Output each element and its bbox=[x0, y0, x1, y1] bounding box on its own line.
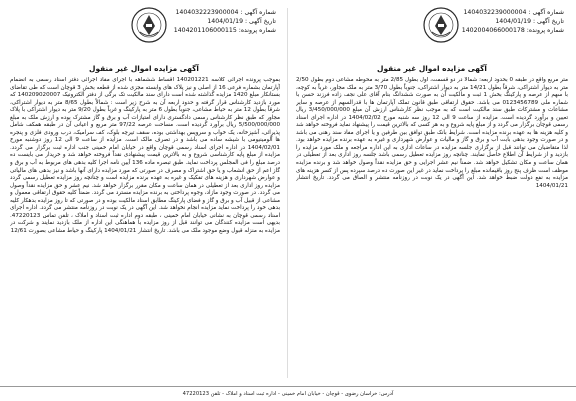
notice-meta bbox=[462, 8, 564, 35]
notice-date: تاریخ آگهی : 1404/01/19 bbox=[495, 18, 564, 25]
case-number: شماره پرونده: 1404201106000115 bbox=[173, 27, 276, 34]
footer-address: آدرس: خراسان رضوی - قوچان - خیابان امام خمینی - اداره ثبت اسناد و املاک - تلفن 47220123 bbox=[0, 386, 576, 401]
notice-right bbox=[288, 0, 576, 401]
registration-emblem-icon bbox=[422, 6, 460, 44]
notice-number: شماره آگهی : 1404032239000004 bbox=[463, 9, 564, 16]
notice-title: آگهی مزایده اموال غیر منقول bbox=[377, 64, 487, 73]
registration-emblem-icon bbox=[130, 6, 168, 44]
notice-body: بموجب پرونده اجرائی کلاسه 140201221 اقساط ششماهه با اجرای مفاد اجرائی دفتر اسناد رسمی به انضمام آپارتمان بشماره فرعی 16 از اصلی و نیز پلاک های وابسته مجزی شده از قطعه بخش 3 قوچان است که طی تقاضای بستانکار مبلغ 1420 مزایده گذاشته شده است دارای سند مالکیت تک برگی از دفتر الکترونیک 140209020007 که مورد بازدید کارشناس قرار گرفته و حدود اربعه آن به شرح زیر است : شمالاً بطول 8/65 متر به دیوار اشتراکی، شرقاً بطول 12 متر به حیاط مشاعی، جنوباً بطول 6 متر به پارکینگ و غرباً بطول 9/20 متر به دیوار اشتراکی با پلاک مجاور که طبق نظر کارشناس رسمی دادگستری دارای امتیازات آب و برق و گاز مشترک بوده و ارزش ملک به مبلغ 5/500/000/000 ریال برآورد گردیده است. مساحت عرصه 97/22 متر مربع و اعیانی آن در طبقه همکف شامل پذیرائی، آشپزخانه، یک خواب و سرویس بهداشتی بوده، سقف تیرچه بلوک، کف سرامیک، درب ورودی فلزی و پنجره ها آلومینیومی با شیشه ساده می باشد و در تصرف مالک است. مزایده از ساعت 9 الی 12 روز دوشنبه مورخ 1404/02/01 در اداره اجرای اسناد رسمی قوچان واقع در خیابان امام خمینی جنب اداره ثبت برگزار می گردد. مزایده از مبلغ پایه کارشناسی شروع و به بالاترین قیمت پیشنهادی نقداً فروخته خواهد شد و خریدار می بایست ده درصد مبلغ را فی المجلس پرداخت نماید. طبق تبصره ماده 136 آیین نامه اجرا کلیه بدهی های مربوط به آب و برق و گاز اعم از حق انشعاب و یا حق اشتراک و مصرف در صورتی که مورد مزایده دارای آنها باشد و نیز بدهی های مالیاتی و عوارض شهرداری و هزینه های تفکیک و غیره به عهده برنده مزایده است و چنانچه روز مزایده تعطیل رسمی گردد مزایده روز اداری بعد از تعطیلی در همان ساعت و مکان مقرر برگزار خواهد شد. نیم عشر و حق مزایده نقداً وصول می گردد. در صورت وجود مازاد، وجوه پرداختی به برنده مزایده مسترد می گردد. ضمناً کلیه حقوق ارتفاقی معمول و مشاعی از قبیل آب و برق و گاز و فضای پارکینگ مطابق اسناد مالکیت بوده و در صورتی که تا روز مزایده بدهکار کلیه بدهی خود را پرداخت نماید مزایده انجام نخواهد شد. این آگهی در یک نوبت در روزنامه منتشر می گردد. اداره اجرای اسناد رسمی قوچان به نشانی خیابان امام خمینی ، طبقه دوم اداره ثبت اسناد و املاک ، تلفن تماس 47220123. بدیهی است مزایده کنندگان می توانند قبل از روز مزایده با هماهنگی این اداره از ملک بازدید نمایند و شرکت در مزایده به منزله قبول وضع موجود ملک می باشد. تاریخ انتشار 1404/01/21 پارکینگ و حیاط مشاعی بصورت 12/61 bbox=[10, 77, 280, 234]
notice-number: شماره آگهی : 1404032223900004 bbox=[175, 9, 276, 16]
case-number: شماره پرونده: 1402004066000178 bbox=[461, 27, 564, 34]
notice-title: آگهی مزایده اموال غیر منقول bbox=[89, 64, 199, 73]
notice-body: متر مربع واقع در طبقه 0 بحدود اربعه: شمالاً در دو قسمت، اول بطول 2/85 متر به محوطه مشاعی دوم بطول 2/50 متر به دیوار اشتراکی، شرقاً بطول 14/21 متر به دیوار اشتراکی، جنوباً بطول 3/70 متر به ملک مجاور، غرباً به کوچه، با سهم از عرصه و پارکینگ بخش 1 ثبت و مالکیت آن به صورت ششدانگ بنام آقای علی نجف زاده فرزند حسن با شماره ملی 0123456789 می باشد. حقوق ارتفاقی طبق قانون تملک آپارتمان ها با قدرالسهم از عرصه و سایر مشاعات و مشترکات طبق سند مالکیت است که به موجب نظر کارشناس ارزش آن مبلغ 3/450/000/000 ریال تعیین و برآورد گردیده است. مزایده از ساعت 9 الی 12 روز سه شنبه مورخ 1404/02/02 در اداره اجرای اسناد رسمی قوچان برگزار می گردد و از مبلغ پایه شروع و به هر کسی که بالاترین قیمت را پیشنهاد نماید فروخته خواهد شد و کلیه هزینه ها به عهده برنده مزایده است. شرایط بانک طبق توافق بین طرفین و یا اجرای مفاد سند رهنی می باشد و در صورت وجود بدهی بابت آب و برق و گاز و مالیات و عوارض شهرداری و غیره به عهده برنده مزایده خواهد بود. لذا متقاضیان می توانند قبل از برگزاری جلسه مزایده در ساعات اداری به این اداره مراجعه و ملک مورد مزایده را بازدید و از شرایط آن اطلاع حاصل نمایند. چنانچه روز مزایده تعطیل رسمی باشد جلسه روز اداری بعد از تعطیلی در همان ساعت و مکان تشکیل خواهد شد. ضمناً نیم عشر اجرایی و حق مزایده نقداً وصول خواهد شد و برنده مزایده موظف است ظرف پنج روز باقیمانده مبلغ را پرداخت نماید در غیر این صورت ده درصد سپرده پس از کسر هزینه های مزایده به نفع دولت ضبط خواهد شد. این آگهی در یک نوبت در روزنامه منتشر و الصاق می گردد. تاریخ انتشار 1404/01/21 bbox=[296, 77, 568, 189]
notice-date: تاریخ آگهی : 1404/01/19 bbox=[207, 18, 276, 25]
notice-meta bbox=[174, 8, 276, 35]
